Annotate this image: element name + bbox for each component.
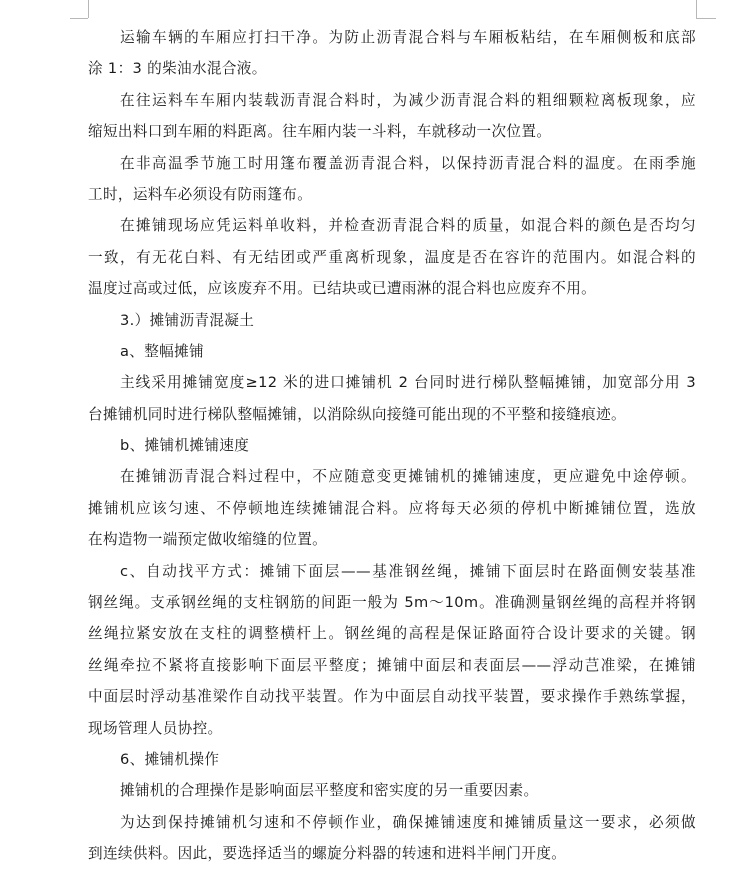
text-line: 缩短出料口到车厢的料距离。往车厢内装一斗料，车就移动一次位置。 <box>88 123 552 141</box>
text-line: 丝绳牵拉不紧将直接影响下面层平整度；摊铺中面层和表面层——浮动芑准梁，在摊铺 <box>88 656 696 674</box>
text-line: 一致，有无花白料、有无结团或严重离析现象，温度是否在容许的范围内。如混合料的 <box>88 248 696 266</box>
text-line: 到连续供料。因此，要选择适当的螺旋分料器的转速和进料半闸门开度。 <box>88 845 567 863</box>
text-line: 在摊铺现场应凭运料单收料，并检查沥青混合料的质量，如混合料的颜色是否均匀 <box>120 217 696 235</box>
text-line: 工时，运料车必须设有防雨篷布。 <box>88 185 313 203</box>
text-line: 摊铺机的合理操作是影响面层平整度和密实度的另一重要因素。 <box>120 782 539 800</box>
crop-mark-top-right <box>696 0 697 18</box>
text-line: 在摊铺沥青混合料过程中，不应随意变更摊铺机的摊铺速度，更应避免中途停顿。 <box>120 468 696 486</box>
text-line: 在非高温季节施工时用篷布覆盖沥青混合料，以保持沥青混合料的温度。在雨季施 <box>120 154 696 172</box>
text-line: 3.）摊铺沥青混凝土 <box>120 311 255 329</box>
text-line: 运输车辆的车厢应打扫干净。为防止沥青混合料与车厢板粘结，在车厢侧板和底部 <box>120 29 696 46</box>
document-body <box>88 22 696 870</box>
text-line: 在往运料车车厢内装载沥青混合料时，为减少沥青混合料的粗细颗粒离板现象，应 <box>120 91 696 109</box>
text-line: 现场管理人员协控。 <box>88 719 223 737</box>
text-line: 丝绳拉紧安放在支柱的调整横杆上。钢丝绳的高程是保证路面符合设计要求的关键。钢 <box>88 625 696 643</box>
text-line: 钢丝绳。支承钢丝绳的支柱钢筋的间距一般为 5m～10m。准确测量钢丝绳的高程并将钢 <box>88 594 696 612</box>
text-line: 涂 1：3 的柴油水混合液。 <box>88 60 267 78</box>
text-line: 温度过高或过低，应该废弃不用。已结块或已遭雨淋的混合料也应废弃不用。 <box>88 280 597 298</box>
crop-mark-top-left <box>88 0 89 18</box>
text-line: 摊铺机应该匀速、不停顿地连续摊铺混合料。应将每天必须的停机中断摊铺位置，选放 <box>88 499 696 517</box>
crop-mark-top-left-horizontal <box>70 18 88 19</box>
text-line: b、摊铺机摊铺速度 <box>120 437 250 455</box>
crop-mark-top-right-horizontal <box>696 18 716 19</box>
text-line: 中面层时浮动基准梁作自动找平装置。作为中面层自动找平装置，要求操作手熟练掌握， <box>88 688 696 706</box>
text-line: 为达到保持摊铺机匀速和不停顿作业，确保摊铺速度和摊铺质量这一要求，必须做 <box>120 813 696 831</box>
text-line: 台摊铺机同时进行梯队整幅摊铺，以消除纵向接缝可能出现的不平整和接缝痕迹。 <box>88 405 626 423</box>
text-line: 6、摊铺机操作 <box>120 750 220 768</box>
text-line: 主线采用摊铺宽度≥12 米的进口摊铺机 2 台同时进行梯队整幅摊铺，加宽部分用 3 <box>120 374 696 392</box>
text-line: a、整幅摊铺 <box>120 342 205 360</box>
text-line: c、自动找平方式：摊铺下面层——基准钢丝绳，摊铺下面层时在路面侧安装基准 <box>120 562 696 580</box>
text-line: 在构造物一端预定做收缩缝的位置。 <box>88 531 328 549</box>
